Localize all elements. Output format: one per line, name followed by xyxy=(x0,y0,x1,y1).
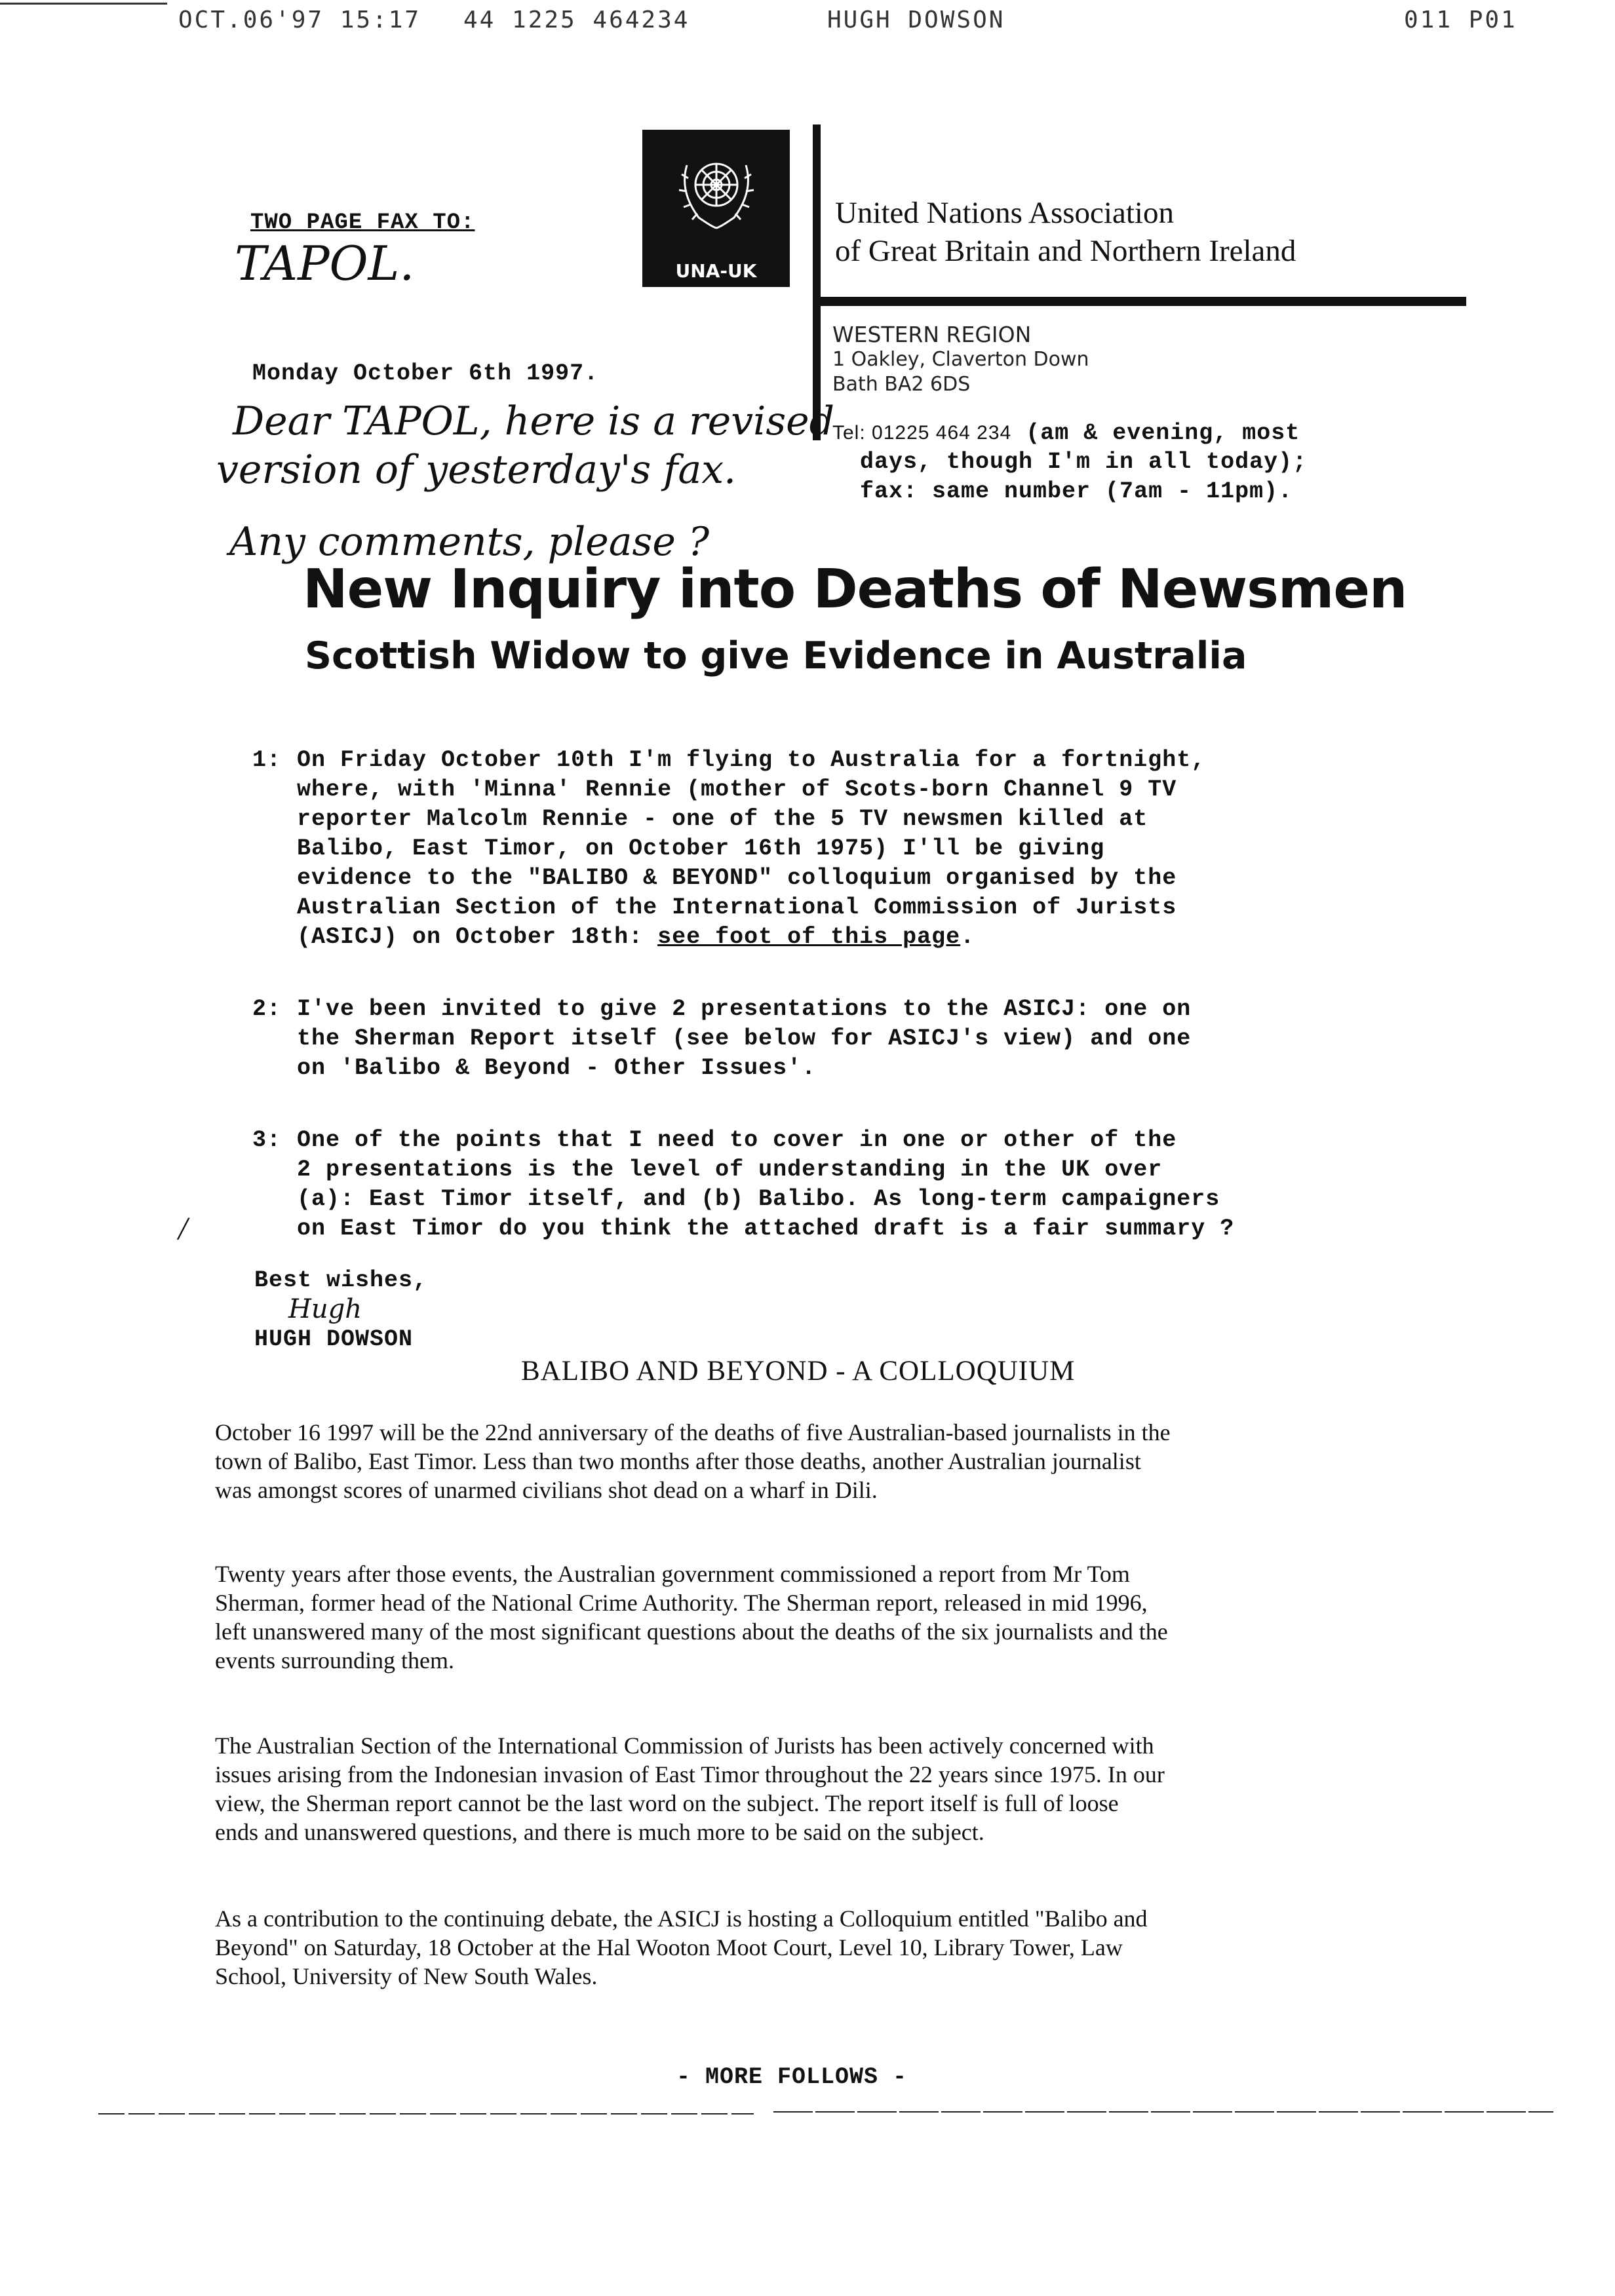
paragraph-line: (a): East Timor itself, and (b) Balibo. As long-term campaigners xyxy=(297,1186,1220,1212)
org-line-1: United Nations Association xyxy=(835,196,1174,230)
telephone: Tel: 01225 464 234 xyxy=(832,422,1012,444)
paragraph-line: On Friday October 10th I'm flying to Australia for a fortnight, xyxy=(297,747,1206,773)
paragraph-line: Australian Section of the International Commission of Jurists xyxy=(297,894,1177,921)
paragraph-line: Balibo, East Timor, on October 16th 1975) I'll be giving xyxy=(297,835,1105,862)
region: WESTERN REGION xyxy=(832,322,1032,347)
foot-of-page-reference: see foot of this page xyxy=(657,924,961,950)
paragraph-line: reporter Malcolm Rennie - one of the 5 TV newsmen killed at xyxy=(297,806,1148,832)
paragraph-number: 1: xyxy=(252,747,282,773)
headline: New Inquiry into Deaths of Newsmen xyxy=(303,558,1407,621)
organization-name xyxy=(835,194,1296,270)
handwritten-note-line-1: Dear TAPOL, here is a revised xyxy=(233,398,835,444)
handwritten-signature: Hugh xyxy=(288,1294,362,1324)
paragraph-line-last xyxy=(297,923,1205,952)
paragraph-line: One of the points that I need to cover in one or other of the xyxy=(297,1127,1177,1153)
fax-page: 011 P01 xyxy=(1404,7,1517,33)
text-line: As a contribution to the continuing debate, the ASICJ is hosting a Colloquium entitled "Balibo and xyxy=(215,1905,1148,1932)
fax-recipient: TAPOL. xyxy=(235,236,415,291)
text-line: Beyond" on Saturday, 18 October at the Hal Wooton Moot Court, Level 10, Library Tower, Law xyxy=(215,1934,1123,1961)
text-line: issues arising from the Indonesian invasion of East Timor throughout the 22 years since 1975. In our xyxy=(215,1761,1165,1788)
letter-date: Monday October 6th 1997. xyxy=(252,360,599,387)
paragraph-number: 3: xyxy=(252,1127,282,1153)
text-line: Sherman, former head of the National Crime Authority. The Sherman report, released in mid 1996, xyxy=(215,1590,1148,1616)
letterhead-horizontal-rule xyxy=(821,297,1466,306)
colloquium-paragraph-4 xyxy=(215,1904,1416,1991)
contact-note-line-2: days, though I'm in all today); xyxy=(860,449,1308,475)
subheadline: Scottish Widow to give Evidence in Australia xyxy=(305,634,1247,678)
reference-end: . xyxy=(960,924,975,950)
fax-transmission-header xyxy=(178,7,1515,39)
text-line: The Australian Section of the International Commission of Jurists has been actively concerned with xyxy=(215,1732,1154,1759)
contact-note-line-3: fax: same number (7am - 11pm). xyxy=(860,478,1293,505)
text-line: October 16 1997 will be the 22nd anniversary of the deaths of five Australian-based journalists in the xyxy=(215,1419,1171,1445)
una-uk-logo xyxy=(642,130,790,287)
colloquium-paragraph-3 xyxy=(215,1731,1416,1846)
margin-mark: / xyxy=(178,1210,187,1246)
fax-number: 44 1225 464234 xyxy=(463,7,690,33)
more-follows: - MORE FOLLOWS - xyxy=(676,2064,908,2090)
signer-name: HUGH DOWSON xyxy=(254,1326,414,1352)
fax-to-label: TWO PAGE FAX TO: xyxy=(250,210,475,235)
telephone-line xyxy=(832,418,1300,448)
paragraph-line: on 'Balibo & Beyond - Other Issues'. xyxy=(297,1055,817,1081)
text-line: town of Balibo, East Timor. Less than two months after those deaths, another Australian journalist xyxy=(215,1448,1141,1474)
paragraph-line: evidence to the "BALIBO & BEYOND" colloquium organised by the xyxy=(297,865,1177,891)
colloquium-title: BALIBO AND BEYOND - A COLLOQUIUM xyxy=(521,1356,1076,1387)
address-block xyxy=(832,322,1089,397)
handwritten-note-line-2: version of yesterday's fax. xyxy=(216,447,737,493)
text-line: events surrounding them. xyxy=(215,1647,454,1674)
colloquium-paragraph-1 xyxy=(215,1418,1416,1504)
paragraph-line: the Sherman Report itself (see below for ASICJ's view) and one xyxy=(297,1025,1192,1052)
footer-rule-right xyxy=(773,2111,1553,2113)
text-line: ends and unanswered questions, and there is much more to be said on the subject. xyxy=(215,1819,984,1845)
text-line: view, the Sherman report cannot be the last word on the subject. The report itself is full of loose xyxy=(215,1790,1119,1816)
handwritten-note-line-3: Any comments, please ? xyxy=(229,519,710,565)
footer-rule-left xyxy=(98,2113,754,2114)
contact-notes xyxy=(860,448,1307,507)
paragraph-line: I've been invited to give 2 presentations to the ASICJ: one on xyxy=(297,996,1192,1022)
header-rule xyxy=(0,3,167,5)
letterhead-vertical-rule xyxy=(813,124,821,440)
text-line: was amongst scores of unarmed civilians shot dead on a wharf in Dili. xyxy=(215,1477,878,1503)
paragraph-line: where, with 'Minna' Rennie (mother of Scots-born Channel 9 TV xyxy=(297,776,1177,803)
city: Bath BA2 6DS xyxy=(832,373,971,396)
un-emblem-icon xyxy=(672,145,760,233)
paragraph-line: on East Timor do you think the attached draft is a fair summary ? xyxy=(297,1215,1235,1242)
telephone-note: (am & evening, most xyxy=(1026,420,1300,446)
paragraph-number: 2: xyxy=(252,996,282,1022)
text-line: left unanswered many of the most significant questions about the deaths of the six journalists and the xyxy=(215,1618,1168,1645)
org-line-2: of Great Britain and Northern Ireland xyxy=(835,234,1296,268)
fax-datetime: OCT.06'97 15:17 xyxy=(178,7,421,33)
text-line: Twenty years after those events, the Australian government commissioned a report from Mr Tom xyxy=(215,1561,1130,1587)
colloquium-paragraph-2 xyxy=(215,1559,1416,1675)
logo-caption: UNA-UK xyxy=(675,260,757,282)
paragraph-line: (ASICJ) on October 18th: xyxy=(297,924,644,950)
fax-sender: HUGH DOWSON xyxy=(827,7,1005,33)
street: 1 Oakley, Claverton Down xyxy=(832,348,1089,371)
greeting: Best wishes, xyxy=(254,1267,428,1293)
paragraph-line: 2 presentations is the level of understanding in the UK over xyxy=(297,1157,1163,1183)
text-line: School, University of New South Wales. xyxy=(215,1963,598,1989)
